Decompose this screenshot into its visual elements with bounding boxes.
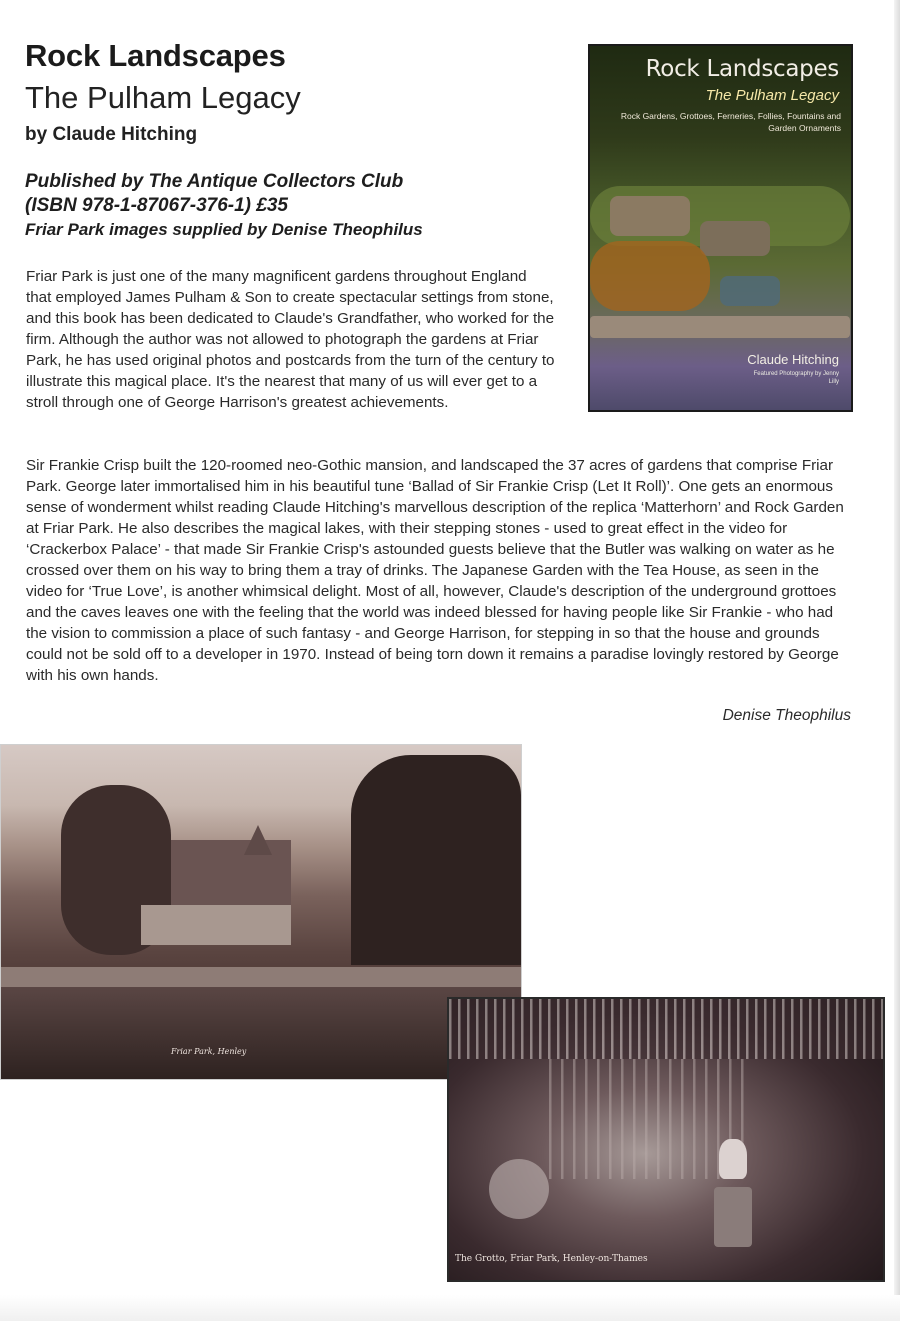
publication-info [25, 170, 423, 242]
image-credit: Friar Park images supplied by Denise Theophilus [25, 220, 423, 239]
cover-water [720, 276, 780, 306]
isbn-price: (ISBN 978-1-87067-376-1) £35 [25, 195, 288, 216]
lake-water [1, 987, 521, 1079]
cover-subtitle: The Pulham Legacy [705, 87, 839, 104]
cover-wall [590, 316, 850, 338]
photo2-caption: The Grotto, Friar Park, Henley-on-Thames [455, 1254, 648, 1264]
cover-author: Claude Hitching [747, 352, 839, 367]
author-signature: Denise Theophilus [722, 707, 851, 724]
cover-photography-credit: Featured Photography by Jenny Lilly [753, 371, 839, 385]
photo1-caption: Friar Park, Henley [171, 1047, 247, 1056]
tree-silhouette [351, 755, 521, 965]
grotto-rock [489, 1159, 549, 1219]
page-bottom-edge [0, 1295, 900, 1321]
cover-tagline: Rock Gardens, Grottoes, Ferneries, Follies, Fountains and Garden Ornaments [620, 111, 841, 133]
article-subtitle: The Pulham Legacy [25, 80, 301, 115]
cover-flowers [590, 241, 710, 311]
book-cover [588, 44, 853, 412]
stalactites [449, 999, 883, 1059]
cover-rock [700, 221, 770, 256]
friar-park-lake-photo [0, 744, 522, 1080]
grotto-photo [447, 997, 885, 1282]
intro-paragraph: Friar Park is just one of the many magnificent gardens throughout England that employed James Pulham & Son to create spectacular settings from stone, and this book has been dedicated to Claude's Grandfather, who worked for the firm. Although the author was not allowed to photograph the gardens at Friar Park, he has used original photos and postcards from the turn of the century to illustrate this magical place. It's the nearest that many of us will ever get to a stroll through one of George Harrison's greatest achievements. [26, 268, 555, 411]
cover-title: Rock Landscapes [645, 56, 839, 82]
article-title: Rock Landscapes [25, 38, 286, 73]
article-byline: by Claude Hitching [25, 124, 198, 145]
stork-figure [719, 1139, 747, 1179]
rock-pedestal [714, 1187, 752, 1247]
lawn [141, 905, 291, 945]
body-paragraph: Sir Frankie Crisp built the 120-roomed neo-Gothic mansion, and landscaped the 37 acres of gardens that comprise Friar Park. George later immortalised him in his beautiful tune ‘Ballad of Sir Frankie Crisp (Let It Roll)’. One gets an enormous sense of wonderment whilst reading Claude Hitching's marvellous description of the replica ‘Matterhorn’ and Rock Garden at Friar Park. He also describes the magical lakes, with their stepping stones - used to great effect in the video for ‘Crackerbox Palace’ - that made Sir Frankie Crisp's astounded guests believe that the Butler was walking on water as he crossed over them on his way to bring them a tray of drinks. The Japanese Garden with the Tea House, as seen in the video for ‘True Love’, is another whimsical delight. Most of all, however, Claude's description of the underground grottoes and the caves leaves one with the feeling that the world was indeed blessed for having people like Sir Frankie - who had the vision to commission a place of such fantasy - and George Harrison, for stepping in so that the house and grounds could not be sold off to a developer in 1970. Instead of being torn down it remains a paradise lovingly restored by George with his own hands. [26, 457, 844, 684]
stepping-stones [1, 967, 521, 987]
publisher-line: Published by The Antique Collectors Club [25, 171, 404, 192]
page-edge [894, 0, 900, 1321]
mansion-spire [244, 825, 272, 855]
cover-rock [610, 196, 690, 236]
